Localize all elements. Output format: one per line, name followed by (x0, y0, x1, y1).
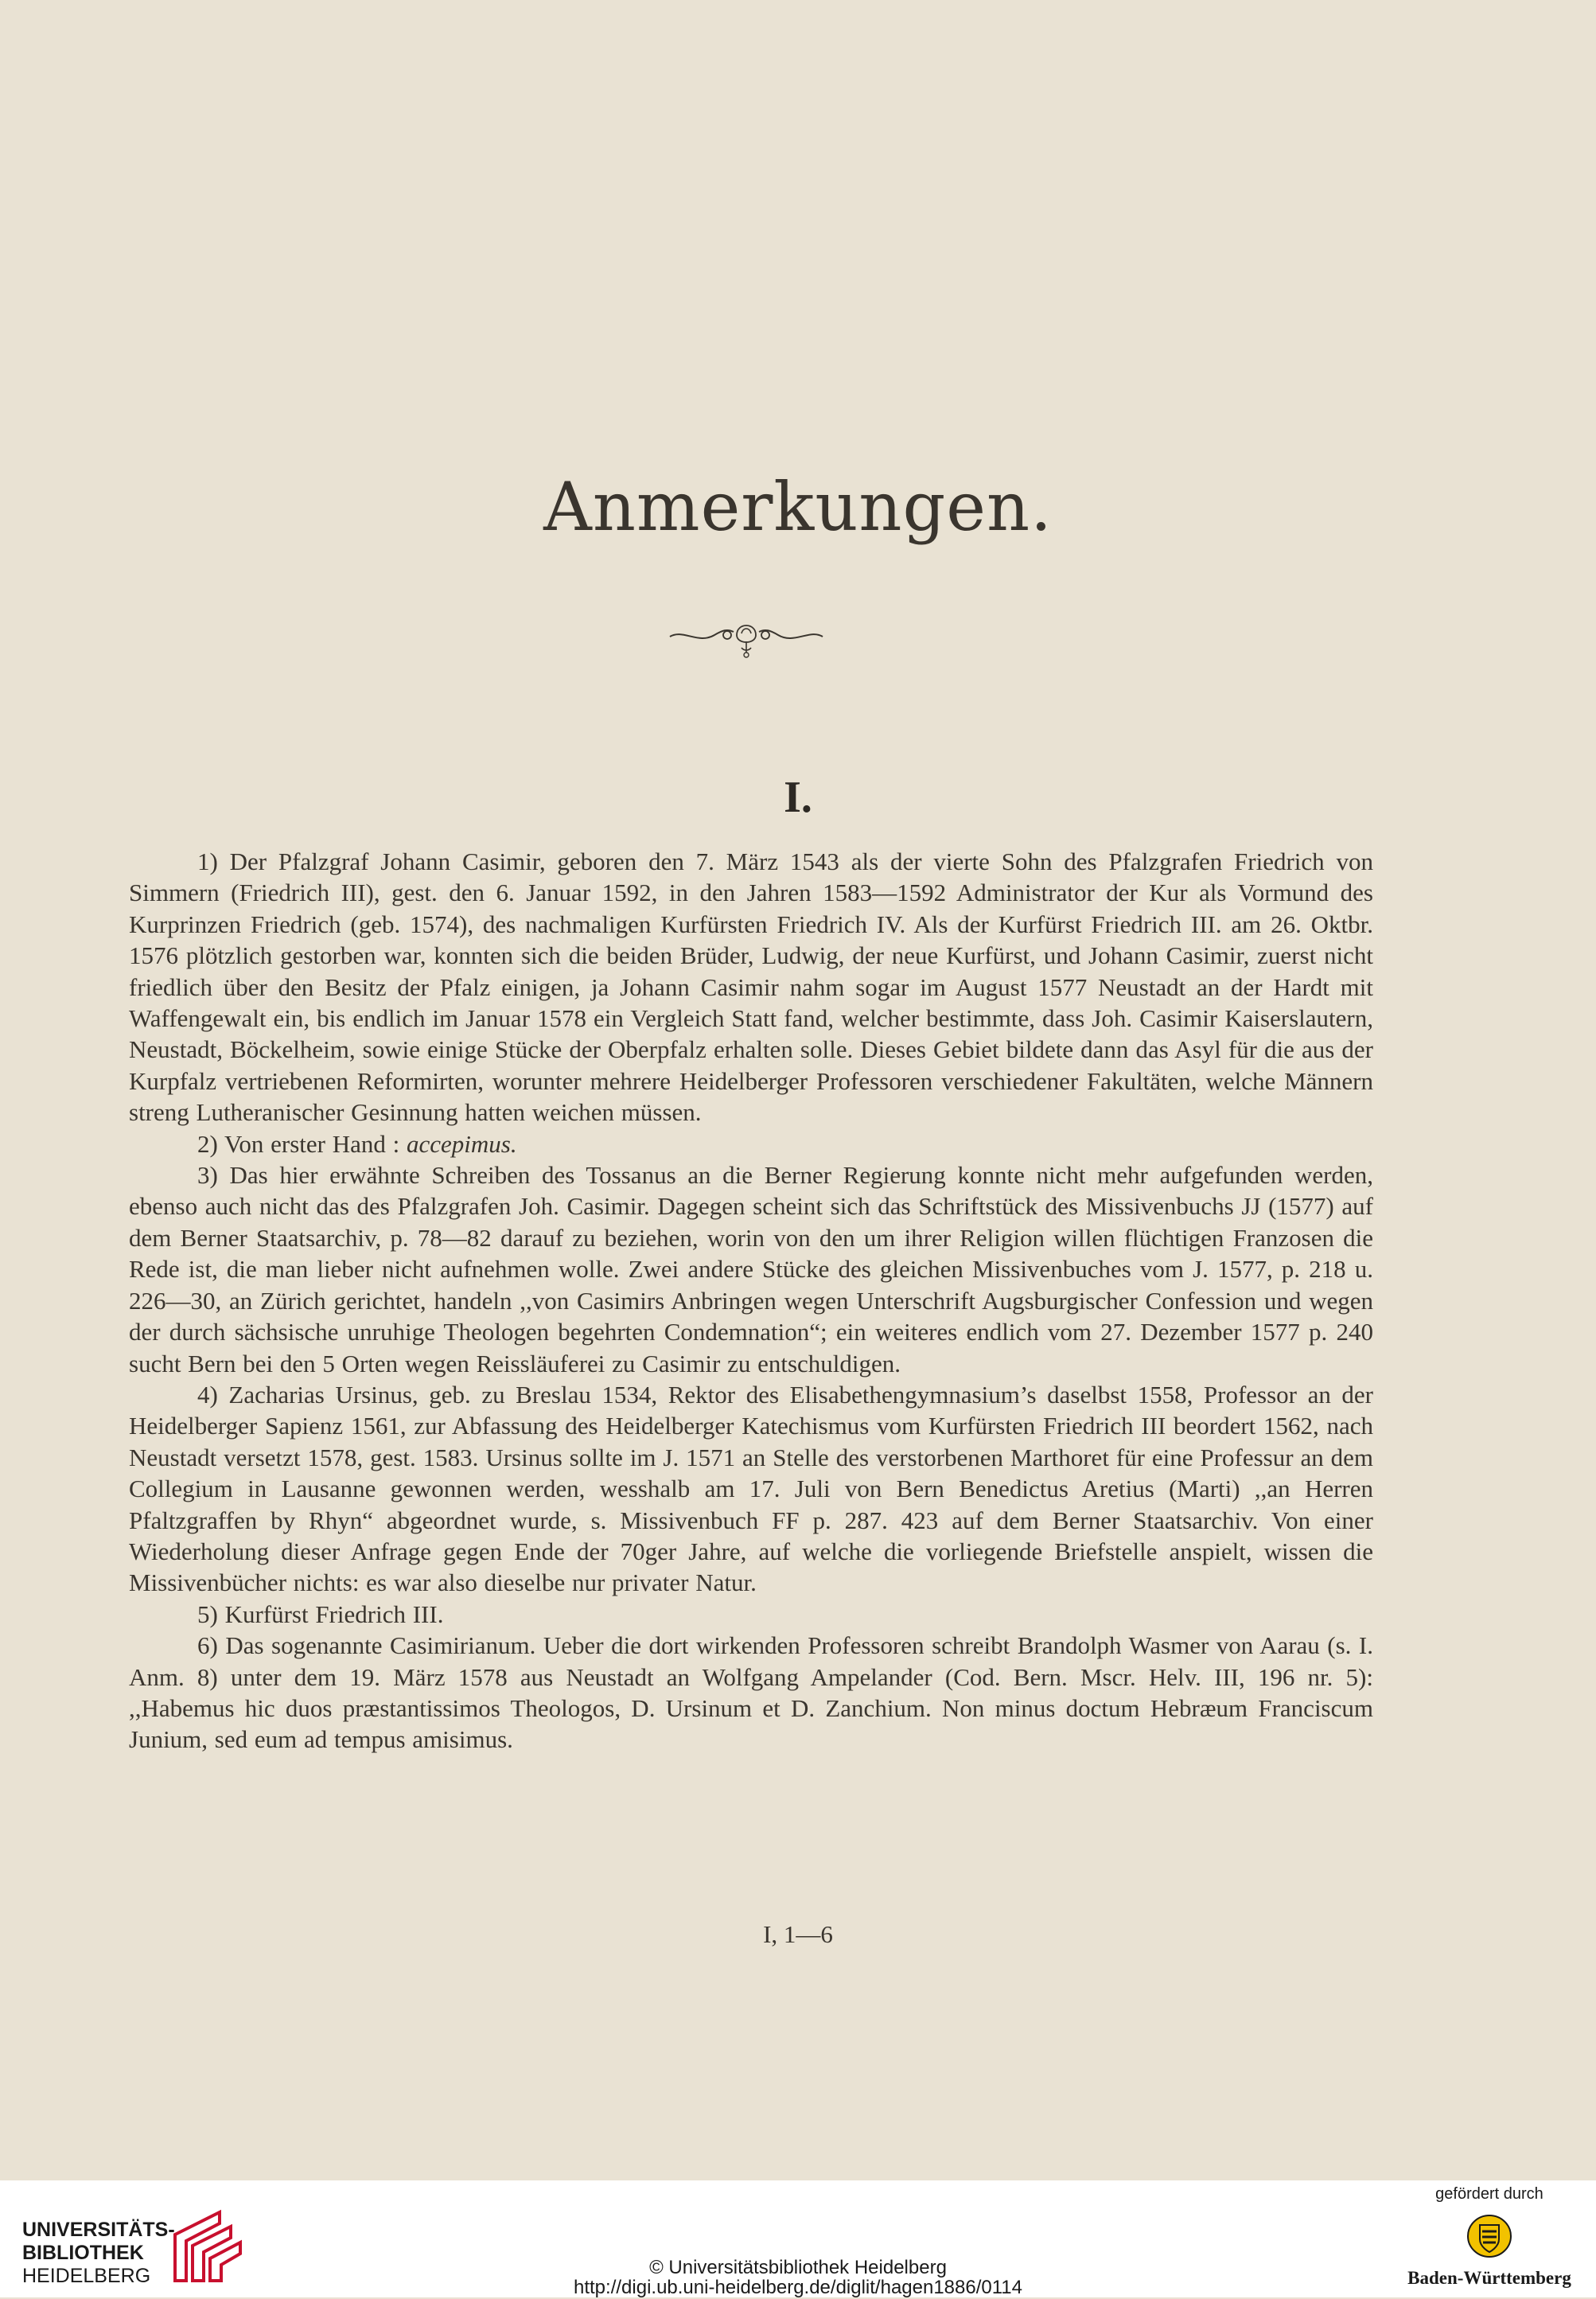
note-2 (129, 1128, 1373, 1159)
footer-bar (0, 2180, 1596, 2297)
note-6: 6) Das sogenannte Casimirianum. Ueber die dort wirkenden Professoren schreibt Brandolph Wasmer von Aarau (s. I. Anm. 8) unter dem 19. März 1578 aus Neustadt an Wolfgang Ampelander (Cod. Bern. Mscr. Helv. III, 196 nr. 5): ,,Habemus hic duos præstantissimos Theologos, D. Ursinum et D. Zanchium. Non minus doctum Hebræum Franciscum Junium, sed eum ad tempus amisimus. (129, 1631, 1373, 1754)
library-name-line-1: UNIVERSITÄTS- (22, 2219, 175, 2241)
note-2-text: 2) Von erster Hand : (197, 1129, 407, 1158)
sponsor-caption: gefördert durch (1435, 2185, 1543, 2203)
library-name-line-3: HEIDELBERG (22, 2265, 151, 2287)
section-numeral: I. (784, 773, 812, 822)
note-2-italic: accepimus. (407, 1129, 517, 1158)
ornament-flourish-icon (667, 613, 826, 660)
page-reference: I, 1—6 (763, 1920, 833, 1948)
sponsor-block (1394, 2185, 1585, 2293)
permalink-url[interactable]: http://digi.ub.uni-heidelberg.de/diglit/hagen1886/0114 (574, 2277, 1022, 2298)
sponsor-name: Baden-Württemberg (1407, 2268, 1571, 2288)
note-4: 4) Zacharias Ursinus, geb. zu Breslau 1534, Rektor des Elisabethengymnasium’s daselbst 1558, Professor an der Heidelberger Sapienz 1561, zur Abfassung des Heidelberger Katechismus vom Kurfürsten Friedrich III beordert 1562, nach Neustadt versetzt 1578, gest. 1583. Ursinus sollte im J. 1571 an Stelle des verstorbenen Marthoret für eine Professur an dem Collegium in Lausanne gewonnen werden, wesshalb am 17. Juli von Bern Benedictus Aretius (Marti) ,,an Herren Pfaltzgraffen by Rhyn“ abgeordnet wurde, s. Missivenbuch FF p. 287. 423 auf dem Berner Staatsarchiv. Von einer Wiederholung dieser Anfrage gegen Ende der 70ger Jahre, auf welche die vorliegende Briefstelle anspielt, wissen die Missivenbücher nichts: es war also dieselbe nur privater Natur. (129, 1380, 1373, 1597)
note-5: 5) Kurfürst Friedrich III. (197, 1600, 444, 1628)
page-heading: Anmerkungen. (543, 468, 1053, 546)
state-coat-of-arms-icon (1466, 2212, 1513, 2260)
notes-body (129, 846, 1373, 1755)
library-name-line-2: BIBLIOTHEK (22, 2242, 144, 2264)
copyright-notice: © Universitätsbibliothek Heidelberg (649, 2257, 947, 2278)
note-3: 3) Das hier erwähnte Schreiben des Tossanus an die Berner Regierung konnte nicht mehr aufgefunden werden, ebenso auch nicht das des Pfalzgrafen Joh. Casimir. Dagegen scheint sich das Schriftstück des Missivenbuchs JJ (1577) auf dem Berner Staatsarchiv, p. 78—82 darauf zu beziehen, worin von den um ihrer Religion willen flüchtigen Franzosen die Rede ist, die man lieber nicht aufnehmen wolle. Zwei andere Stücke des gleichen Missivenbuches vom J. 1577, p. 218 u. 226—30, an Zürich gerichtet, handeln ,,von Casimirs Anbringen wegen Unterschrift Augsburgischer Confession und wegen der durch sächsische unruhige Theologen begehrten Condemnation“; ein weiteres endlich vom 27. Dezember 1577 p. 240 sucht Bern bei den 5 Orten wegen Reissläuferei zu Casimir zu entschuldigen. (129, 1161, 1373, 1377)
note-1: 1) Der Pfalzgraf Johann Casimir, geboren den 7. März 1543 als der vierte Sohn des Pfalzgrafen Friedrich von Simmern (Friedrich III), gest. den 6. Januar 1592, in den Jahren 1583—1592 Administrator der Kur als Vormund des Kurprinzen Friedrich (geb. 1574), des nachmaligen Kurfürsten Friedrich IV. Als der Kurfürst Friedrich III. am 26. Oktbr. 1576 plötzlich gestorben war, konnten sich die beiden Brüder, Ludwig, der neue Kurfürst, und Johann Casimir, zuerst nicht friedlich über den Besitz der Pfalz einigen, ja Johann Casimir nahm sogar im August 1577 Neustadt an der Hardt mit Waffengewalt ein, bis endlich im Januar 1578 ein Vergleich Statt fand, welcher bestimmte, dass Joh. Casimir Kaiserslautern, Neustadt, Böckelheim, sowie einige Stücke der Oberpfalz erhalten solle. Dieses Gebiet bildete dann das Asyl für die aus der Kurpfalz vertriebenen Reformirten, worunter mehrere Heidelberger Professoren verschiedener Fakultäten, welche Männern streng Lutheranischer Gesinnung hatten weichen müssen. (129, 848, 1373, 1127)
